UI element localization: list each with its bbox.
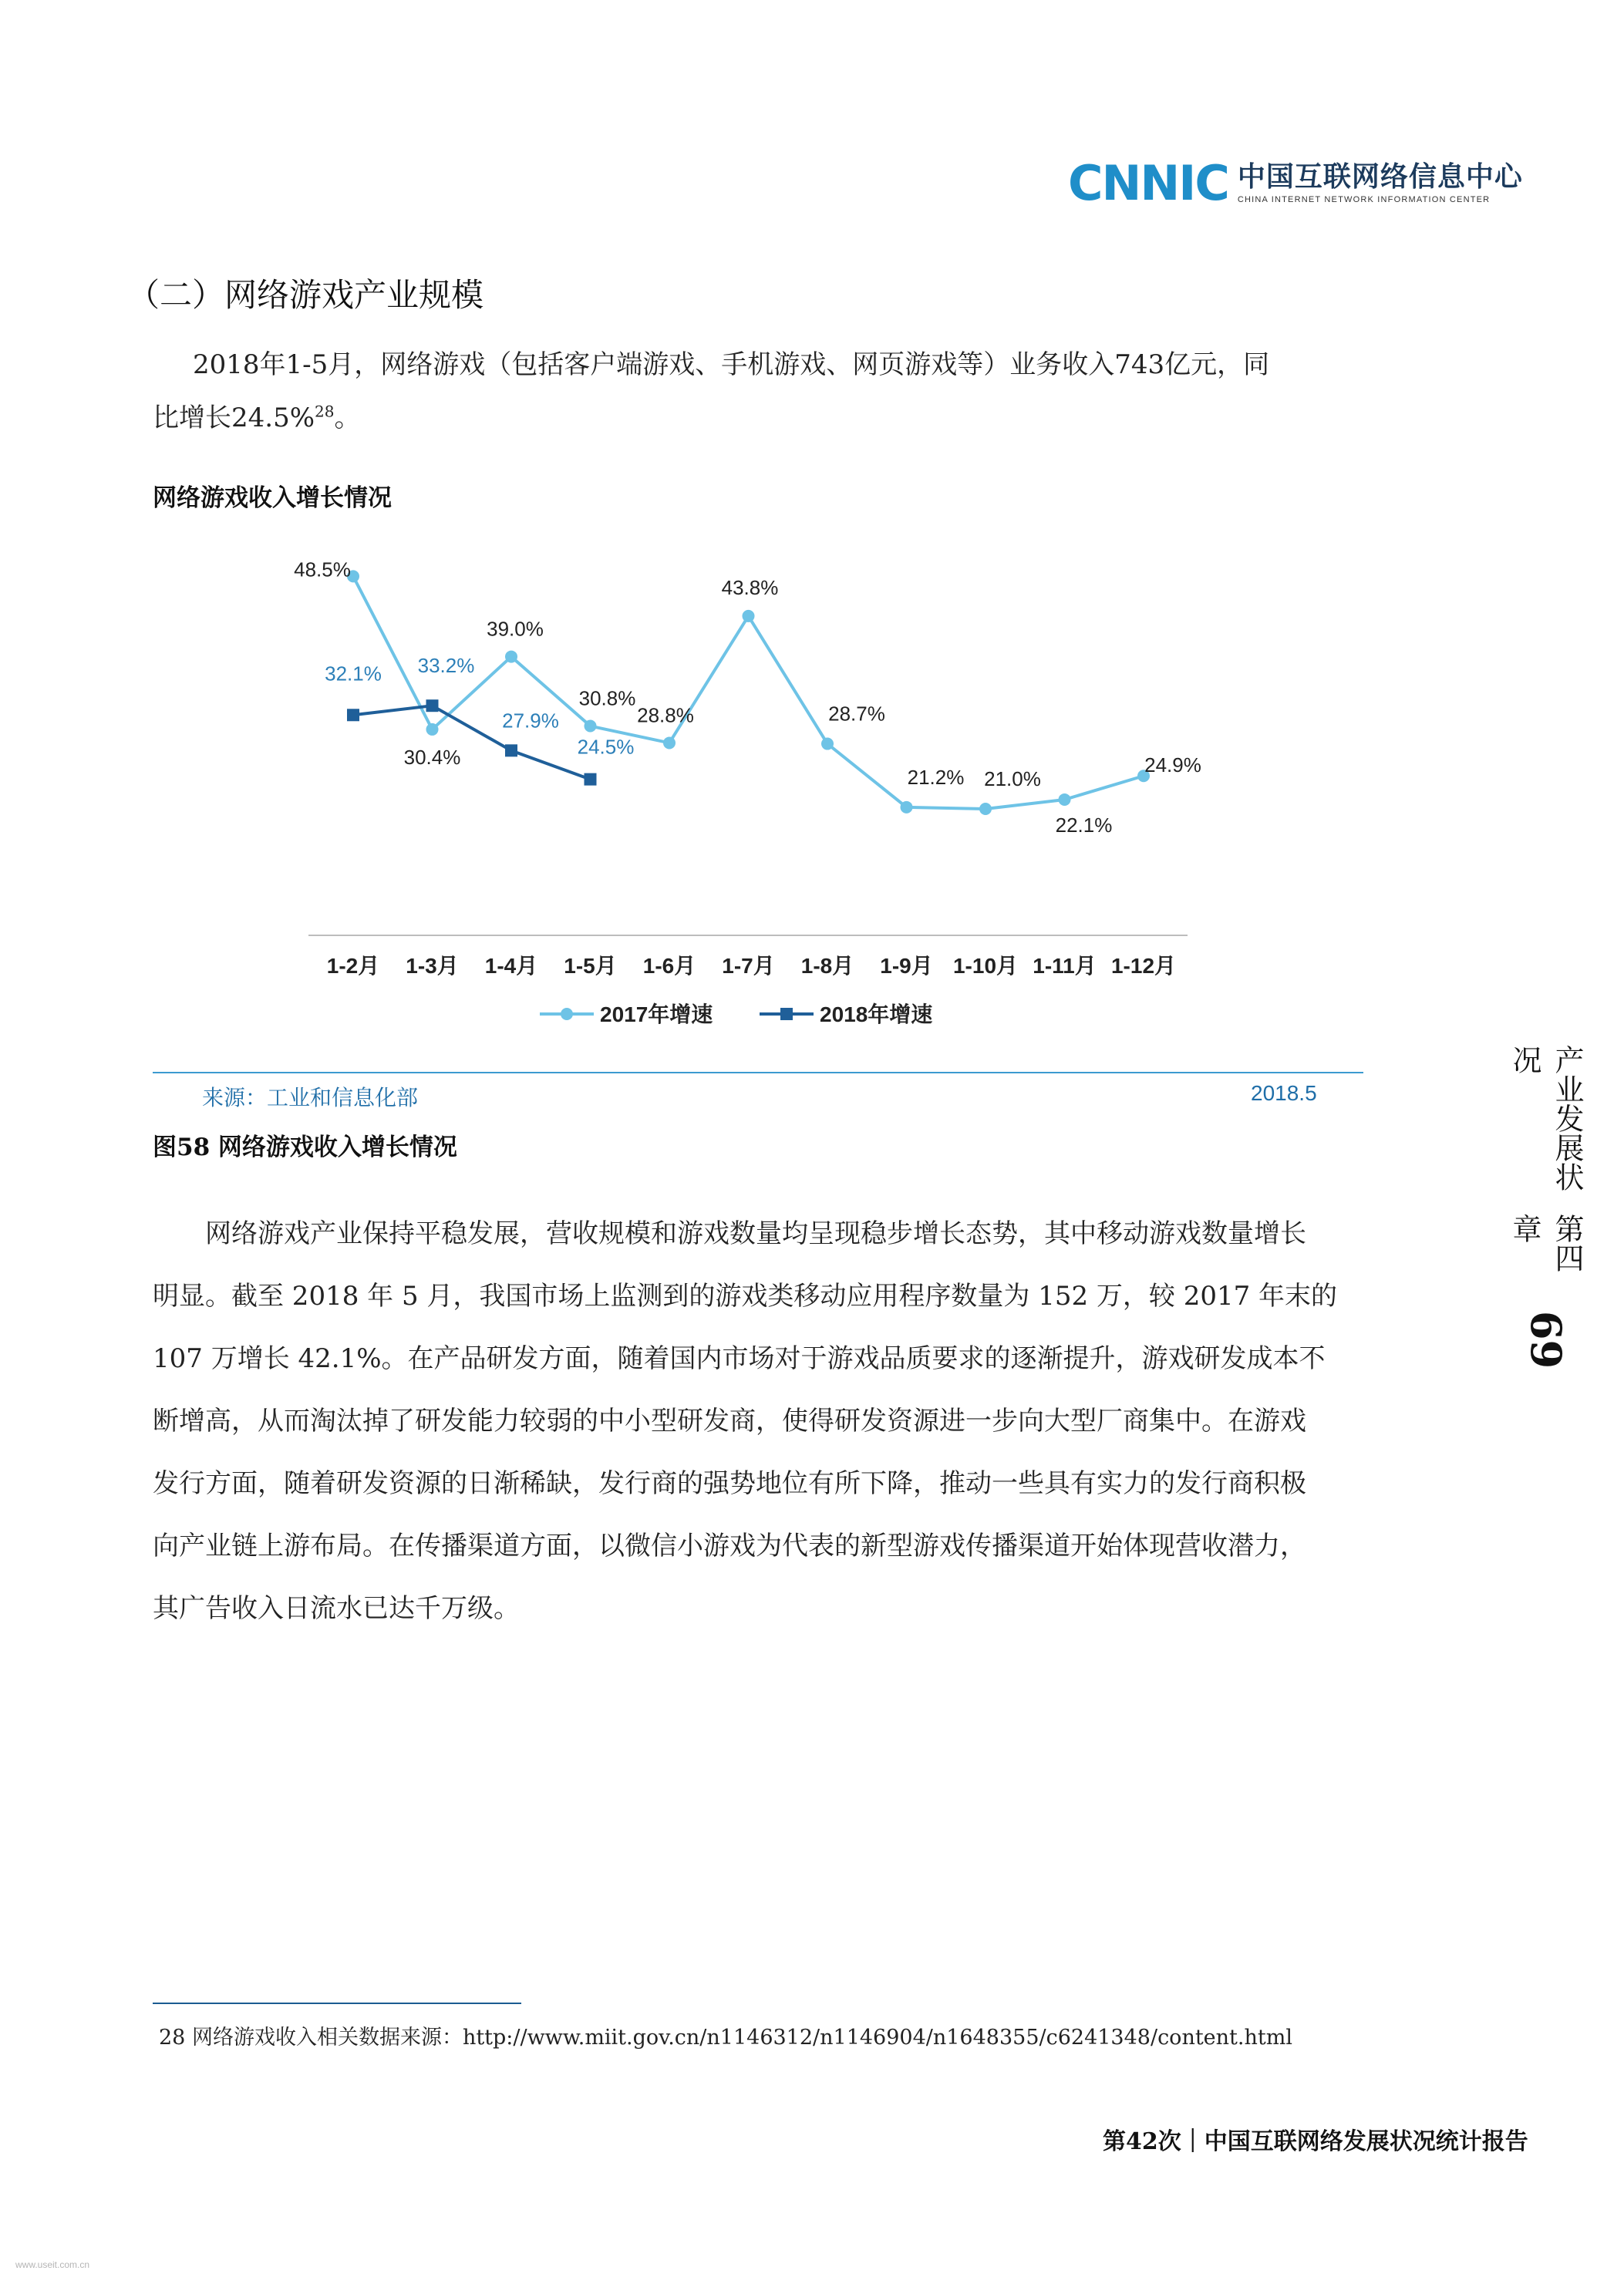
logo-mark: CNNIC [1068, 155, 1228, 211]
intro-line-1: 2018年1-5月，网络游戏（包括客户端游戏、手机游戏、网页游戏等）业务收入743亿元，同 [193, 349, 1270, 380]
logo-english-name: CHINA INTERNET NETWORK INFORMATION CENTER [1237, 194, 1491, 204]
x-tick-label: 1-10月 [952, 954, 1019, 978]
data-label: 21.2% [907, 765, 965, 789]
report-footer: 第42次｜中国互联网络发展状况统计报告 [1103, 2128, 1528, 2155]
body-paragraph [153, 1203, 1371, 1640]
data-label: 28.8% [637, 703, 694, 727]
data-point [347, 709, 359, 721]
body-line: 发行方面，随着研发资源的日渐稀缺，发行商的强势地位有所下降，推动一些具有实力的发行商积极 [153, 1468, 1306, 1499]
x-tick-label: 1-11月 [1033, 954, 1097, 978]
x-tick-label: 1-6月 [642, 954, 696, 978]
data-label: 24.5% [577, 735, 635, 759]
data-label: 32.1% [325, 662, 382, 686]
legend-marker [561, 1008, 573, 1020]
chart-title: 网络游戏收入增长情况 [153, 484, 392, 512]
footnote: 28 网络游戏收入相关数据来源：http://www.miit.gov.cn/n1146312/n1146904/n1648355/c6241348/content.html [159, 2026, 1292, 2050]
chapter-side-tab [1508, 1014, 1584, 1369]
source-divider [153, 1072, 1363, 1073]
data-point [901, 801, 913, 814]
data-label: 28.7% [828, 702, 885, 726]
data-point [743, 610, 755, 622]
data-label: 24.9% [1144, 753, 1201, 777]
x-tick-label: 1-2月 [326, 954, 380, 978]
logo-chinese-name: 中国互联网络信息中心 [1237, 160, 1523, 194]
chart-source-date: 2018.5 [1251, 1081, 1317, 1105]
data-point [585, 720, 597, 733]
data-point [585, 773, 597, 786]
data-label: 27.9% [502, 709, 559, 733]
legend-label: 2017年增速 [600, 1002, 713, 1026]
data-label: 30.8% [578, 686, 636, 710]
footnote-divider [153, 2003, 521, 2004]
chart-source: 来源：工业和信息化部 [202, 1086, 419, 1110]
figure-caption: 图58 网络游戏收入增长情况 [153, 1134, 457, 1161]
x-tick-label: 1-3月 [406, 954, 459, 978]
line-chart [0, 0, 1624, 1080]
intro-line-2-text: 比增长24.5% [153, 403, 315, 433]
x-tick-label: 1-12月 [1110, 954, 1177, 978]
x-tick-label: 1-9月 [880, 954, 933, 978]
x-tick-label: 1-8月 [800, 954, 854, 978]
side-chapter-name: 第四章 [1508, 1213, 1584, 1272]
data-label: 43.8% [721, 575, 779, 599]
x-tick-label: 1-4月 [484, 954, 538, 978]
footnote-ref[interactable]: 28 [315, 402, 335, 421]
data-label: 21.0% [984, 767, 1041, 791]
section-title: （二）网络游戏产业规模 [127, 276, 484, 314]
data-point [979, 803, 992, 815]
body-line: 向产业链上游布局。在传播渠道方面，以微信小游戏为代表的新型游戏传播渠道开始体现营收潜力， [153, 1531, 1306, 1561]
x-tick-label: 1-7月 [722, 954, 775, 978]
data-point [505, 651, 517, 663]
data-point [505, 744, 517, 756]
data-label: 48.5% [294, 558, 351, 581]
data-point [1059, 793, 1071, 806]
body-line: 网络游戏产业保持平稳发展，营收规模和游戏数量均呈现稳步增长态势，其中移动游戏数量增长 [205, 1218, 1306, 1249]
body-line: 107 万增长 42.1%。在产品研发方面，随着国内市场对于游戏品质要求的逐渐提升，游戏研发成本不 [153, 1343, 1326, 1374]
data-point [663, 736, 676, 749]
legend-marker [780, 1008, 793, 1020]
data-label: 33.2% [417, 654, 475, 678]
watermark: www.useit.com.cn [15, 2259, 90, 2270]
data-label: 30.4% [403, 745, 461, 769]
body-line: 其广告收入日流水已达千万级。 [153, 1593, 520, 1624]
data-point [426, 723, 439, 736]
body-line: 明显。截至 2018 年 5 月，我国市场上监测到的游戏类移动应用程序数量为 152 万，较 2017 年末的 [153, 1281, 1338, 1312]
legend-label: 2018年增速 [820, 1002, 933, 1026]
side-section-name: 产业发展状况 [1508, 1045, 1584, 1191]
data-label: 22.1% [1055, 813, 1113, 837]
data-point [426, 699, 439, 712]
x-tick-label: 1-5月 [564, 954, 617, 978]
data-point [821, 738, 834, 750]
page-number: 69 [1521, 1310, 1571, 1369]
body-line: 断增高，从而淘汰掉了研发能力较弱的中小型研发商，使得研发资源进一步向大型厂商集中。在游戏 [153, 1406, 1306, 1437]
data-label: 39.0% [487, 617, 544, 641]
intro-line-2-end: 。 [334, 403, 361, 433]
